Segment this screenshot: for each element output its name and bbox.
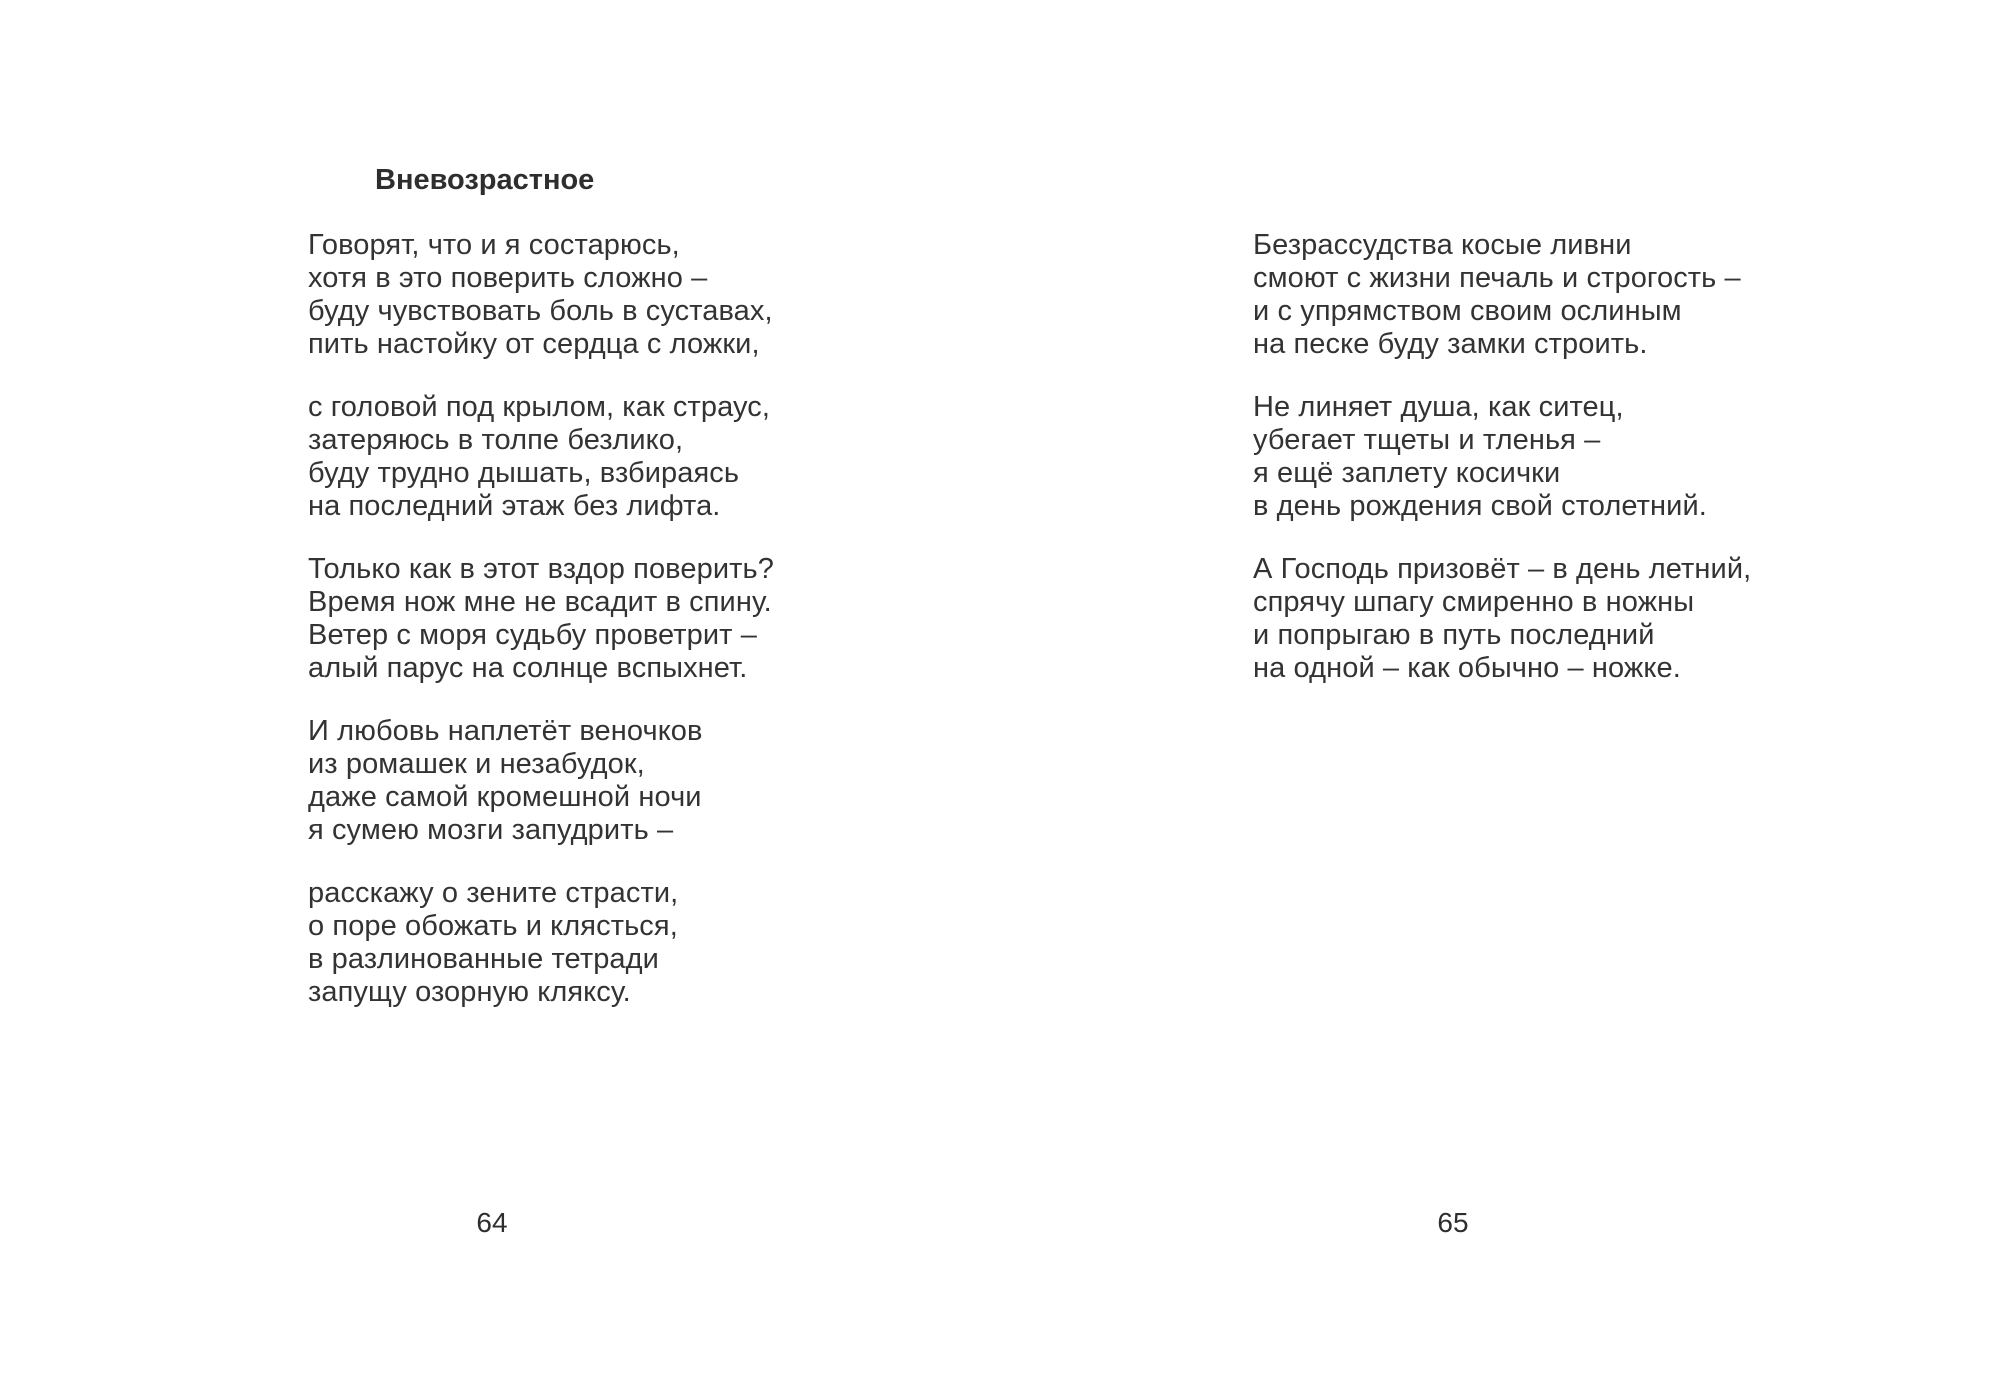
poem-line: пить настойку от сердца с ложки, — [308, 328, 760, 360]
poem-stanza — [308, 877, 774, 1009]
poem-line: буду чувствовать боль в суставах, — [308, 295, 773, 327]
poem-line: Не линяет душа, как ситец, — [1253, 391, 1624, 423]
poem-line: на песке буду замки строить. — [1253, 328, 1648, 360]
poem-stanza — [308, 391, 774, 523]
poem-line: на последний этаж без лифта. — [308, 490, 721, 522]
poem-line: Время нож мне не всадит в спину. — [308, 586, 772, 618]
poem-line: алый парус на солнце вспыхнет. — [308, 652, 748, 684]
poem-line: в день рождения свой столетний. — [1253, 490, 1707, 522]
poem-stanza — [308, 229, 774, 361]
poem-line: в разлинованные тетради — [308, 943, 659, 975]
poem-line: буду трудно дышать, взбираясь — [308, 457, 740, 489]
poem-stanza — [1253, 553, 1751, 685]
book-page-left — [308, 229, 774, 1009]
poem-line: Безрассудства косые ливни — [1253, 229, 1632, 261]
poem-line: Только как в этот вздор поверить? — [308, 553, 774, 585]
page-number-right: 65 — [1437, 1207, 1469, 1238]
poem-line: из ромашек и незабудок, — [308, 748, 645, 780]
poem-line: я сумею мозги запудрить – — [308, 814, 674, 846]
poem-line: я ещё заплету косички — [1253, 457, 1561, 489]
poem-line: И любовь наплетёт веночков — [308, 715, 703, 747]
poem-line: на одной – как обычно – ножке. — [1253, 652, 1681, 684]
page-number-left: 64 — [476, 1207, 508, 1238]
poem-stanza — [1253, 229, 1751, 361]
poem-line: о поре обожать и клясться, — [308, 910, 678, 942]
poem-line: с головой под крылом, как страус, — [308, 391, 771, 423]
poem-line: хотя в это поверить сложно – — [308, 262, 708, 294]
poem-line: запущу озорную кляксу. — [308, 976, 631, 1008]
poem-stanza — [308, 715, 774, 847]
poem-line: расскажу о зените страсти, — [308, 877, 679, 909]
poem-line: Говорят, что и я состарюсь, — [308, 229, 680, 261]
poem-line: убегает тщеты и тленья – — [1253, 424, 1601, 456]
book-page-right — [1253, 229, 1751, 685]
poem-line: и попрыгаю в путь последний — [1253, 619, 1655, 651]
poem-line: спрячу шпагу смиренно в ножны — [1253, 586, 1695, 618]
poem-stanza — [308, 553, 774, 685]
poem-line: смоют с жизни печаль и строгость – — [1253, 262, 1741, 294]
poem-line: Ветер с моря судьбу проветрит – — [308, 619, 757, 651]
poem-line: А Господь призовёт – в день летний, — [1253, 553, 1752, 585]
poem-line: затеряюсь в толпе безлико, — [308, 424, 684, 456]
poem-line: и с упрямством своим ослиным — [1253, 295, 1682, 327]
poem-stanza — [1253, 391, 1751, 523]
poem-line: даже самой кромешной ночи — [308, 781, 702, 813]
poem-title: Вневозрастное — [375, 164, 595, 196]
